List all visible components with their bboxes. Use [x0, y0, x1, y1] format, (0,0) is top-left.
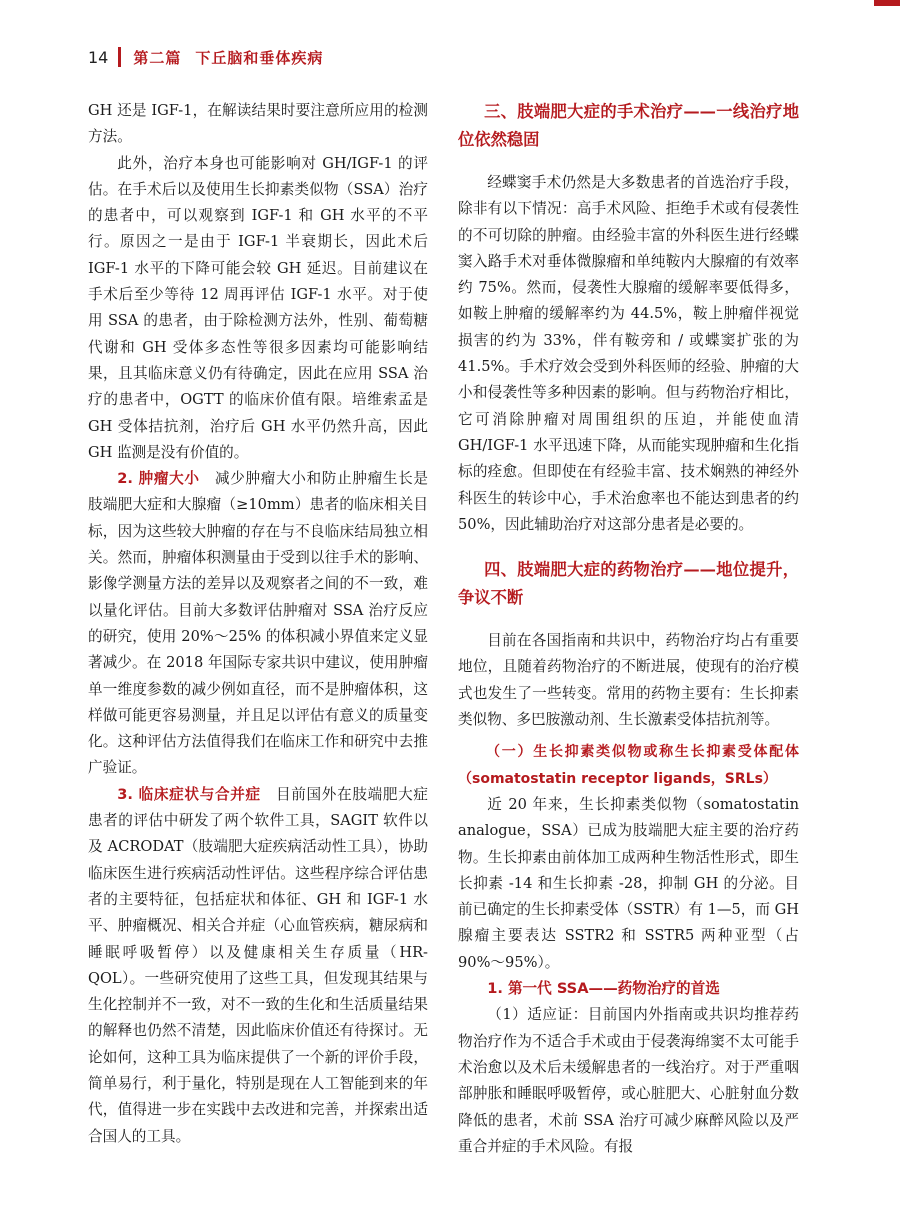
part-title: 下丘脑和垂体疾病: [195, 48, 324, 67]
paragraph: 目前在各国指南和共识中，药物治疗均占有重要地位，且随着药物治疗的不断进展，使现有的治疗模式也发生了一些转变。常用的药物主要有：生长抑素类似物、多巴胺激动剂、生长激素受体拮抗剂等。: [458, 632, 799, 729]
page-number: 14: [88, 47, 109, 67]
paragraph-text: 目前国外在肢端肥大症患者的评估中研发了两个软件工具，SAGIT 软件以及 ACRODAT（肢端肥大症疾病活动性工具），协助临床医生进行疾病活动性评估。这些程序综合评估患者的主要特征，包括症状和体征、GH 和 IGF-1 水平、肿瘤概况、相关合并症（心血管疾病，糖尿病和睡眠呼吸暂停）以及健康相关生存质量（HR-QOL）。一些研究使用了这些工具，但发现其结果与生化控制并不一致，对不一致的生化和生活质量结果的解释也仍然不清楚，因此临床价值还有待探讨。无论如何，这种工具为临床提供了一个新的评价手段，简单易行，利于量化，特别是现在人工智能到来的年代，值得进一步在实践中去改进和完善，并探索出适合国人的工具。: [88, 785, 428, 1145]
header-divider: [118, 47, 121, 67]
part-label: 第二篇: [133, 48, 182, 67]
page-corner-mark: [874, 0, 900, 6]
paragraph-tumor-size: [88, 466, 428, 782]
paragraph-symptoms: [88, 782, 428, 1150]
paragraph-text: 减少肿瘤大小和防止肿瘤生长是肢端肥大症和大腺瘤（≥10mm）患者的临床相关目标，因为这些较大肿瘤的存在与不良临床结局独立相关。然而，肿瘤体积测量由于受到以往手术的影响、影像学测量方法的差异以及观察者之间的不一致，难以量化评估。目前大多数评估肿瘤对 SSA 治疗反应的研究，使用 20%～25% 的体积减小界值来定义显著减少。在 2018 年国际专家共识中建议，使用肿瘤单一维度参数的减少例如直径，而不是肿瘤体积，这样做可能更容易测量，并且足以评估有意义的质量变化。这种评估方法值得我们在临床工作和研究中去推广验证。: [88, 470, 428, 777]
section-heading-drug-therapy: 四、肢端肥大症的药物治疗——地位提升，争议不断: [458, 560, 799, 608]
subsection-heading-ssa: （一）生长抑素类似物或称生长抑素受体配体（somatostatin receptor ligands，SRLs）: [458, 744, 799, 787]
paragraph: 近 20 年来，生长抑素类似物（somatostatin analogue，SSA）已成为肢端肥大症主要的治疗药物。生长抑素由前体加工成两种生物活性形式，即生长抑素 -14 和生长抑素 -28，抑制 GH 的分泌。目前已确定的生长抑素受体（SSTR）有 1—5，而 GH 腺瘤主要表达 SSTR2 和 SSTR5 两种亚型（占 90%～95%）。: [458, 795, 799, 971]
running-header: [88, 42, 323, 72]
paragraph: GH 还是 IGF-1，在解读结果时要注意所应用的检测方法。: [88, 102, 428, 146]
heading-first-gen-ssa: 1. 第一代 SSA——药物治疗的首选: [487, 980, 720, 998]
paragraph: （1）适应证：目前国内外指南或共识均推荐药物治疗作为不适合手术或由于侵袭海绵窦不太可能手术治愈以及术后未缓解患者的一线治疗。对于严重咽部肿胀和睡眠呼吸暂停，或心脏肥大、心脏射血分数降低的患者，术前 SSA 治疗可减少麻醉风险以及严重合并症的手术风险。有报: [458, 1006, 799, 1155]
left-column: [88, 98, 428, 1150]
right-column: [458, 98, 799, 1160]
heading-tumor-size: 2. 肿瘤大小: [117, 470, 200, 488]
heading-symptoms: 3. 临床症状与合并症: [117, 785, 261, 803]
section-heading-surgery: 三、肢端肥大症的手术治疗——一线治疗地位依然稳固: [458, 102, 799, 149]
paragraph: 经蝶窦手术仍然是大多数患者的首选治疗手段，除非有以下情况：高手术风险、拒绝手术或有侵袭性的不可切除的肿瘤。由经验丰富的外科医生进行经蝶窦入路手术对垂体微腺瘤和单纯鞍内大腺瘤的有效率约 75%。然而，侵袭性大腺瘤的缓解率要低得多，如鞍上肿瘤的缓解率约为 44.5%，鞍上肿瘤伴视觉损害的约为 33%，伴有鞍旁和 / 或蝶窦扩张的为 41.5%。手术疗效会受到外科医师的经验、肿瘤的大小和侵袭性等多种因素的影响。但与药物治疗相比，它可消除肿瘤对周围组织的压迫，并能使血清 GH/IGF-1 水平迅速下降，从而能实现肿瘤和生化指标的痊愈。但即使在有经验丰富、技术娴熟的神经外科医生的转诊中心，手术治愈率也不能达到患者的约 50%，因此辅助治疗对这部分患者是必要的。: [458, 174, 799, 533]
paragraph: 此外，治疗本身也可能影响对 GH/IGF-1 的评估。在手术后以及使用生长抑素类似物（SSA）治疗的患者中，可以观察到 IGF-1 和 GH 水平的不平行。原因之一是由于 IGF-1 半衰期长，因此术后 IGF-1 水平的下降可能会较 GH 延迟。目前建议在手术后至少等待 12 周再评估 IGF-1 水平。对于使用 SSA 的患者，由于除检测方法外，性别、葡萄糖代谢和 GH 受体多态性等很多因素均可能影响结果，且其临床意义仍有待确定，因此在应用 SSA 治疗的患者中，OGTT 的临床价值有限。培维索孟是 GH 受体拮抗剂，治疗后 GH 水平仍然升高，因此 GH 监测是没有价值的。: [88, 154, 428, 461]
